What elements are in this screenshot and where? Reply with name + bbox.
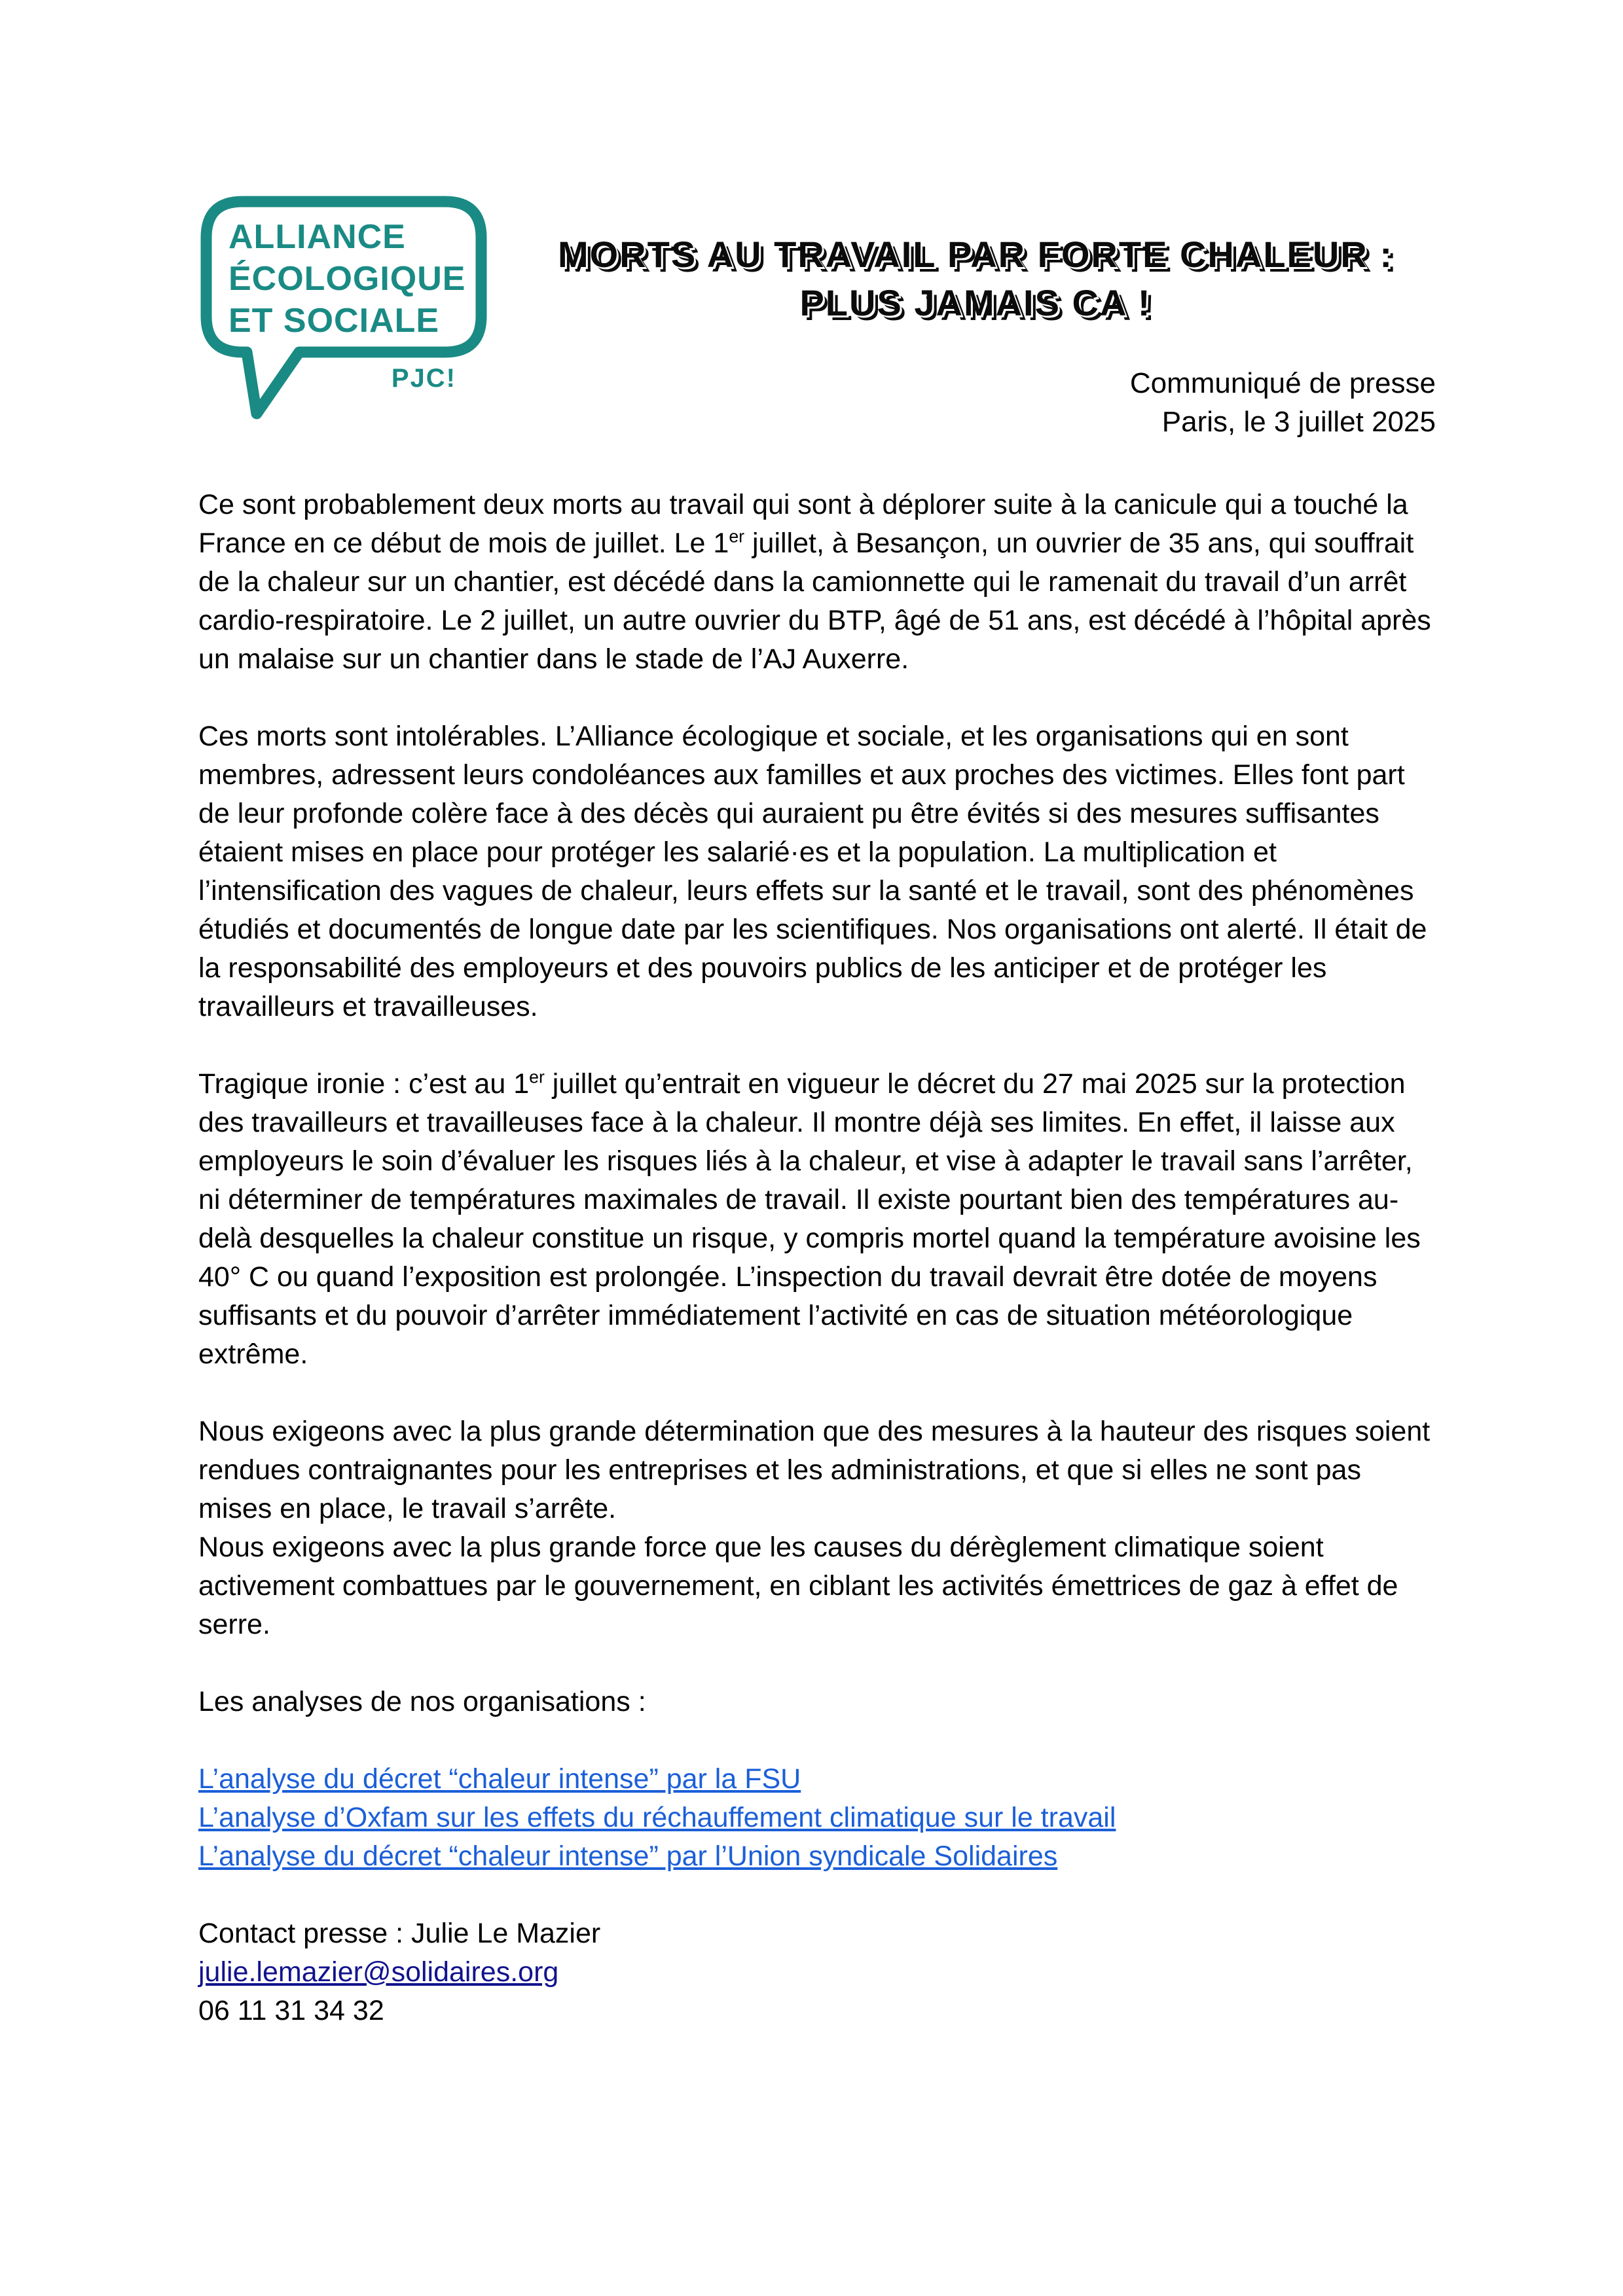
logo-line-3: ET SOCIALE	[228, 302, 440, 340]
contact-email-link[interactable]: julie.lemazier@solidaires.org	[198, 1956, 559, 1988]
paragraph-3-text-cont: juillet qu’entrait en vigueur le décret du 27 mai 2025 sur la protection des travailleurs et travailleuses face à la chaleur. Il montre déjà ses limites. En effet, il laisse aux employeurs le soin d’évaluer les risques liés à la chaleur, et vise à adapter le travail sans l’arrêter, ni déterminer de températures maximales de travail. Il existe pourtant bien des températures au-delà desquelles la chaleur constitue un risque, y compris mortel quand la température avoisine les 40° C ou quand l’exposition est prolongée. L’inspection du travail devrait être dotée de moyens suffisants et du pouvoir d’arrêter immédiatement l’activité en cas de situation météorologique extrême.	[198, 1068, 1421, 1370]
paragraph-1	[198, 486, 1442, 679]
logo-tagline-pjc: PJC!	[391, 364, 456, 393]
analyses-links	[198, 1760, 1442, 1876]
contact-phone: 06 11 31 34 32	[198, 1995, 384, 2026]
link-row	[198, 1799, 1442, 1837]
page-title-line2: PLUS JAMAIS CA !	[799, 282, 1152, 323]
paragraph-1-text: Ce sont probablement deux morts au travail qui sont à déplorer suite à la canicule qui a touché la France en ce début de mois de juillet. Le 1	[198, 489, 1408, 559]
header-meta	[1130, 364, 1436, 441]
doc-type-label: Communiqué de presse	[1129, 367, 1436, 399]
link-row	[198, 1837, 1442, 1876]
paragraph-3-text: Tragique ironie : c’est au 1	[198, 1068, 530, 1100]
paragraph-3	[198, 1065, 1442, 1374]
contact-press-line: Contact presse : Julie Le Mazier	[198, 1918, 601, 1949]
link-row	[198, 1760, 1442, 1799]
dateline: Paris, le 3 juillet 2025	[1161, 406, 1436, 438]
logo-wordmark	[228, 216, 465, 342]
superscript-er: er	[529, 1067, 545, 1087]
logo-line-1: ALLIANCE	[228, 218, 406, 256]
document-body	[198, 486, 1442, 2030]
contact-block	[198, 1914, 1442, 2030]
analyses-section-label: Les analyses de nos organisations :	[198, 1686, 646, 1717]
paragraph-4b: Nous exigeons avec la plus grande force que les causes du dérèglement climatique soient activement combattues par le gouvernement, en ciblant les activités émettrices de gaz à effet de serre.	[198, 1532, 1398, 1640]
alliance-ecologique-sociale-logo	[200, 195, 488, 421]
link-analyse-fsu[interactable]: L’analyse du décret “chaleur intense” par la FSU	[198, 1763, 801, 1795]
page-title-line1: MORTS AU TRAVAIL PAR FORTE CHALEUR :	[558, 234, 1393, 275]
paragraph-4a: Nous exigeons avec la plus grande détermination que des mesures à la hauteur des risques soient rendues contraignantes pour les entreprises et les administrations, et que si elles ne sont pas mises en place, le travail s’arrête.	[198, 1416, 1431, 1524]
link-analyse-solidaires[interactable]: L’analyse du décret “chaleur intense” par l’Union syndicale Solidaires	[198, 1840, 1058, 1872]
link-analyse-oxfam[interactable]: L’analyse d’Oxfam sur les effets du réchauffement climatique sur le travail	[198, 1802, 1116, 1833]
superscript-er: er	[729, 526, 745, 547]
page-title	[507, 230, 1444, 327]
logo-line-2: ÉCOLOGIQUE	[228, 260, 466, 298]
paragraph-2: Ces morts sont intolérables. L’Alliance écologique et sociale, et les organisations qui en sont membres, adressent leurs condoléances aux familles et aux proches des victimes. Elles font part de leur profonde colère face à des décès qui auraient pu être évités si des mesures suffisantes étaient mises en place pour protéger les salarié·es et la population. La multiplication et l’intensification des vagues de chaleur, leurs effets sur la santé et le travail, sont des phénomènes étudiés et documentés de longue date par les scientifiques. Nos organisations ont alerté. Il était de la responsabilité des employeurs et des pouvoirs publics de les anticiper et de protéger les travailleurs et travailleuses.	[198, 721, 1427, 1022]
paragraph-1-text-cont: juillet, à Besançon, un ouvrier de 35 ans, qui souffrait de la chaleur sur un chantier, est décédé dans la camionnette qui le ramenait du travail d’un arrêt cardio-respiratoire. Le 2 juillet, un autre ouvrier du BTP, âgé de 51 ans, est décédé à l’hôpital après un malaise sur un chantier dans le stade de l’AJ Auxerre.	[198, 528, 1431, 675]
contact-email-row	[198, 1953, 1442, 1992]
